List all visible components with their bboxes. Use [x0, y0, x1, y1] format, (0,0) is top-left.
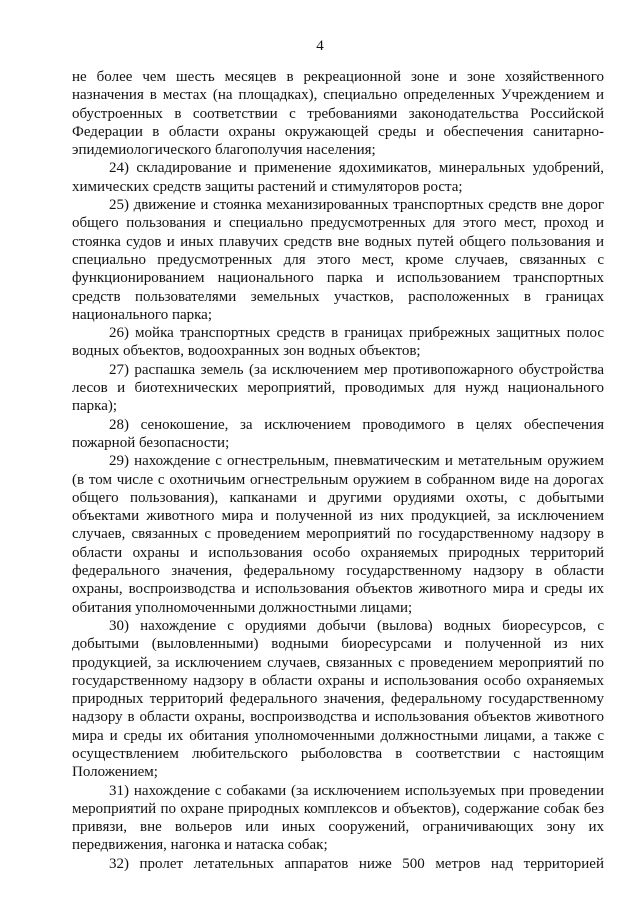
paragraph-continuation: не более чем шесть месяцев в рекреационной зоне и зоне хозяйственного назначения в местах (на площадках), специально определенных Учреждением и обустроенных в соответствии с требованиями законодательства Российской Федерации в области охраны окружающей среды и обеспечения санитарно-эпидемиологического благополучия населения; — [72, 69, 604, 159]
paragraph-item-28: 28) сенокошение, за исключением проводимого в целях обеспечения пожарной безопасности; — [72, 416, 604, 451]
page-number: 4 — [316, 38, 324, 54]
paragraph-item-31: 31) нахождение с собаками (за исключением используемых при проведении мероприятий по охране природных комплексов и объектов), содержание собак без привязи, вне вольеров или иных сооружений, ограничивающих зону их передвижения, нагонка и натаска собак; — [72, 782, 604, 854]
paragraph-item-32: 32) пролет летательных аппаратов ниже 500 метров над территорией — [109, 855, 604, 872]
paragraph-item-29: 29) нахождение с огнестрельным, пневматическим и метательным оружием (в том числе с охотничьим огнестрельным оружием в собранном виде на дорогах общего пользования), капканами и другими орудиями охоты, с добытыми объектами животного мира и полученной из них продукцией, за исключением случаев, связанных с проведением мероприятий по государственному надзору в области охраны и использования особо охраняемых природных территорий федерального значения, федеральному государственному надзору в области охраны, воспроизводства и использования объектов животного мира и среды их обитания уполномоченными должностными лицами; — [72, 453, 604, 616]
paragraph-item-27: 27) распашка земель (за исключением мер противопожарного обустройства лесов и биотехнических мероприятий, проводимых для нужд национального парка); — [72, 361, 604, 415]
document-body — [72, 68, 604, 873]
paragraph-item-25: 25) движение и стоянка механизированных транспортных средств вне дорог общего пользования и специально предусмотренных для этого мест, проход и стоянка судов и иных плавучих средств вне водных путей общего пользования и специально предусмотренных для этого мест, кроме случаев, связанных с функционированием национального парка и использованием транспортных средств пользователями земельных участков, расположенных в границах национального парка; — [72, 197, 604, 323]
paragraph-item-30: 30) нахождение с орудиями добычи (вылова) водных биоресурсов, с добытыми (выловленными) водными биоресурсами и полученной из них продукцией, за исключением случаев, связанных с проведением мероприятий по государственному надзору в области охраны и использования особо охраняемых природных территорий федерального значения, федеральному государственному надзору в области охраны, воспроизводства и использования объектов животного мира и среды их обитания уполномоченными должностными лицами, а также с осуществлением любительского рыболовства в соответствии с настоящим Положением; — [72, 617, 604, 781]
paragraph-item-24: 24) складирование и применение ядохимикатов, минеральных удобрений, химических средств защиты растений и стимуляторов роста; — [72, 160, 604, 195]
paragraph-item-26: 26) мойка транспортных средств в границах прибрежных защитных полос водных объектов, водоохранных зон водных объектов; — [72, 325, 604, 360]
